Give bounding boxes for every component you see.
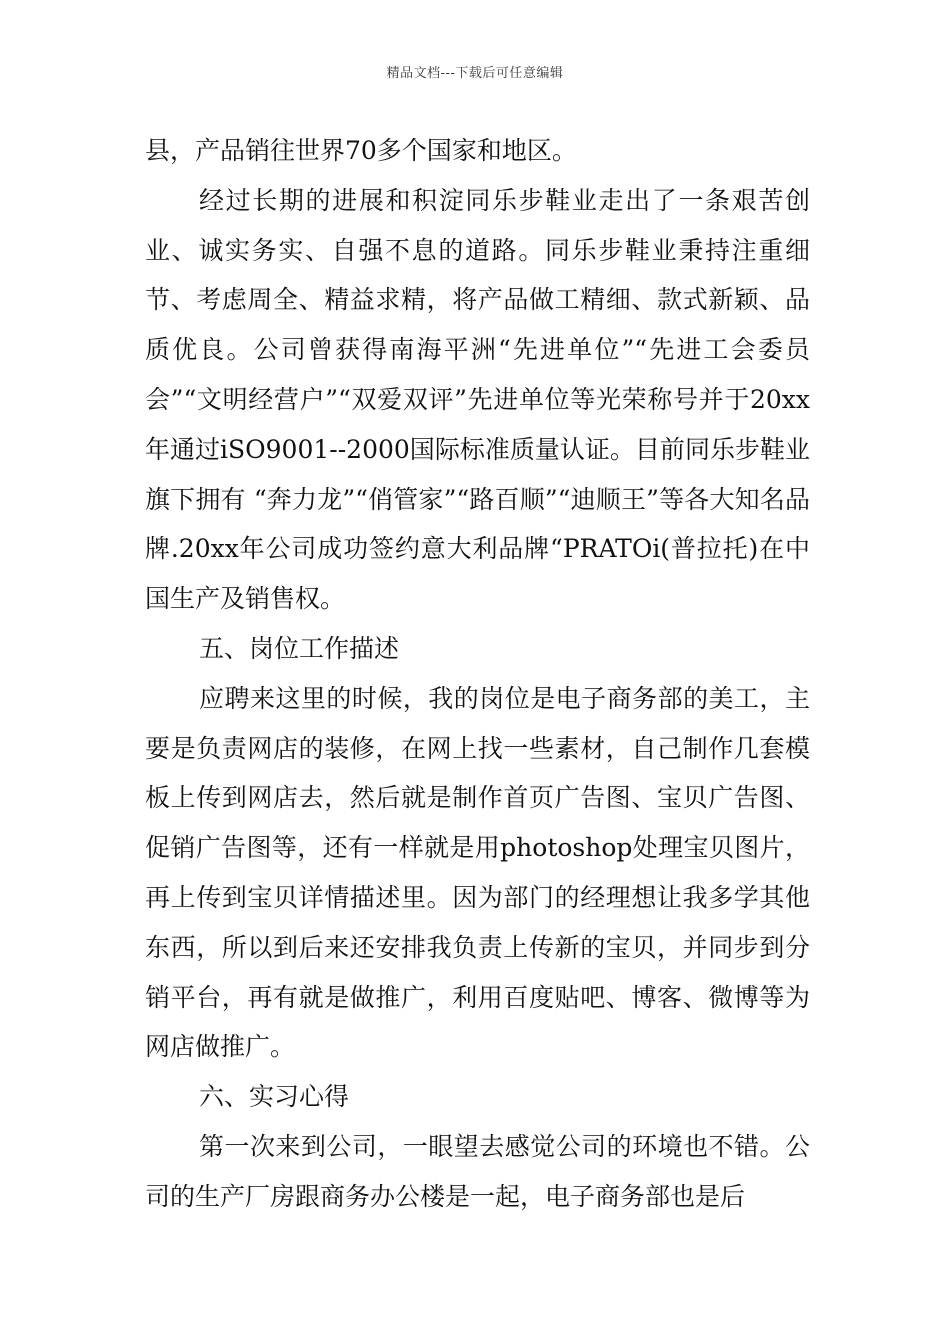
paragraph-company-history: 经过长期的进展和积淀同乐步鞋业走出了一条艰苦创业、诚实务实、自强不息的道路。同乐步鞋业秉持注重细节、考虑周全、精益求精，将产品做工精细、款式新颖、品质优良。公司曾获得南海平洲“先进单位”“先进工会委员会”“文明经营户”“双爱双评”先进单位等光荣称号并于20xx年通过iSO9001--2000国际标准质量认证。目前同乐步鞋业旗下拥有 “奔力龙”“俏管家”“路百顺”“迪顺王”等各大知名品牌.20xx年公司成功签约意大利品牌“PRATOi(普拉托)在中国生产及销售权。: [145, 185, 810, 614]
section-heading-internship-reflection: 六、实习心得: [199, 1082, 350, 1112]
page-header: 精品文档---下载后可任意编辑: [386, 66, 564, 81]
paragraph-continuation: 县，产品销往世界70多个国家和地区。: [145, 136, 577, 165]
section-heading-job-description: 五、岗位工作描述: [199, 633, 400, 663]
paragraph-job-description: 应聘来这里的时候，我的岗位是电子商务部的美工，主要是负责网店的装修，在网上找一些素材，自己制作几套模板上传到网店去，然后就是制作首页广告图、宝贝广告图、促销广告图等，还有一样就是用photoshop处理宝贝图片，再上传到宝贝详情描述里。因为部门的经理想让我多学其他东西，所以到后来还安排我负责上传新的宝贝，并同步到分销平台，再有就是做推广，利用百度贴吧、博客、微博等为网店做推广。: [145, 683, 810, 1062]
paragraph-internship-reflection: 第一次来到公司，一眼望去感觉公司的环境也不错。公司的生产厂房跟商务办公楼是一起，电子商务部也是后: [145, 1131, 810, 1211]
document-body: [145, 126, 810, 1222]
